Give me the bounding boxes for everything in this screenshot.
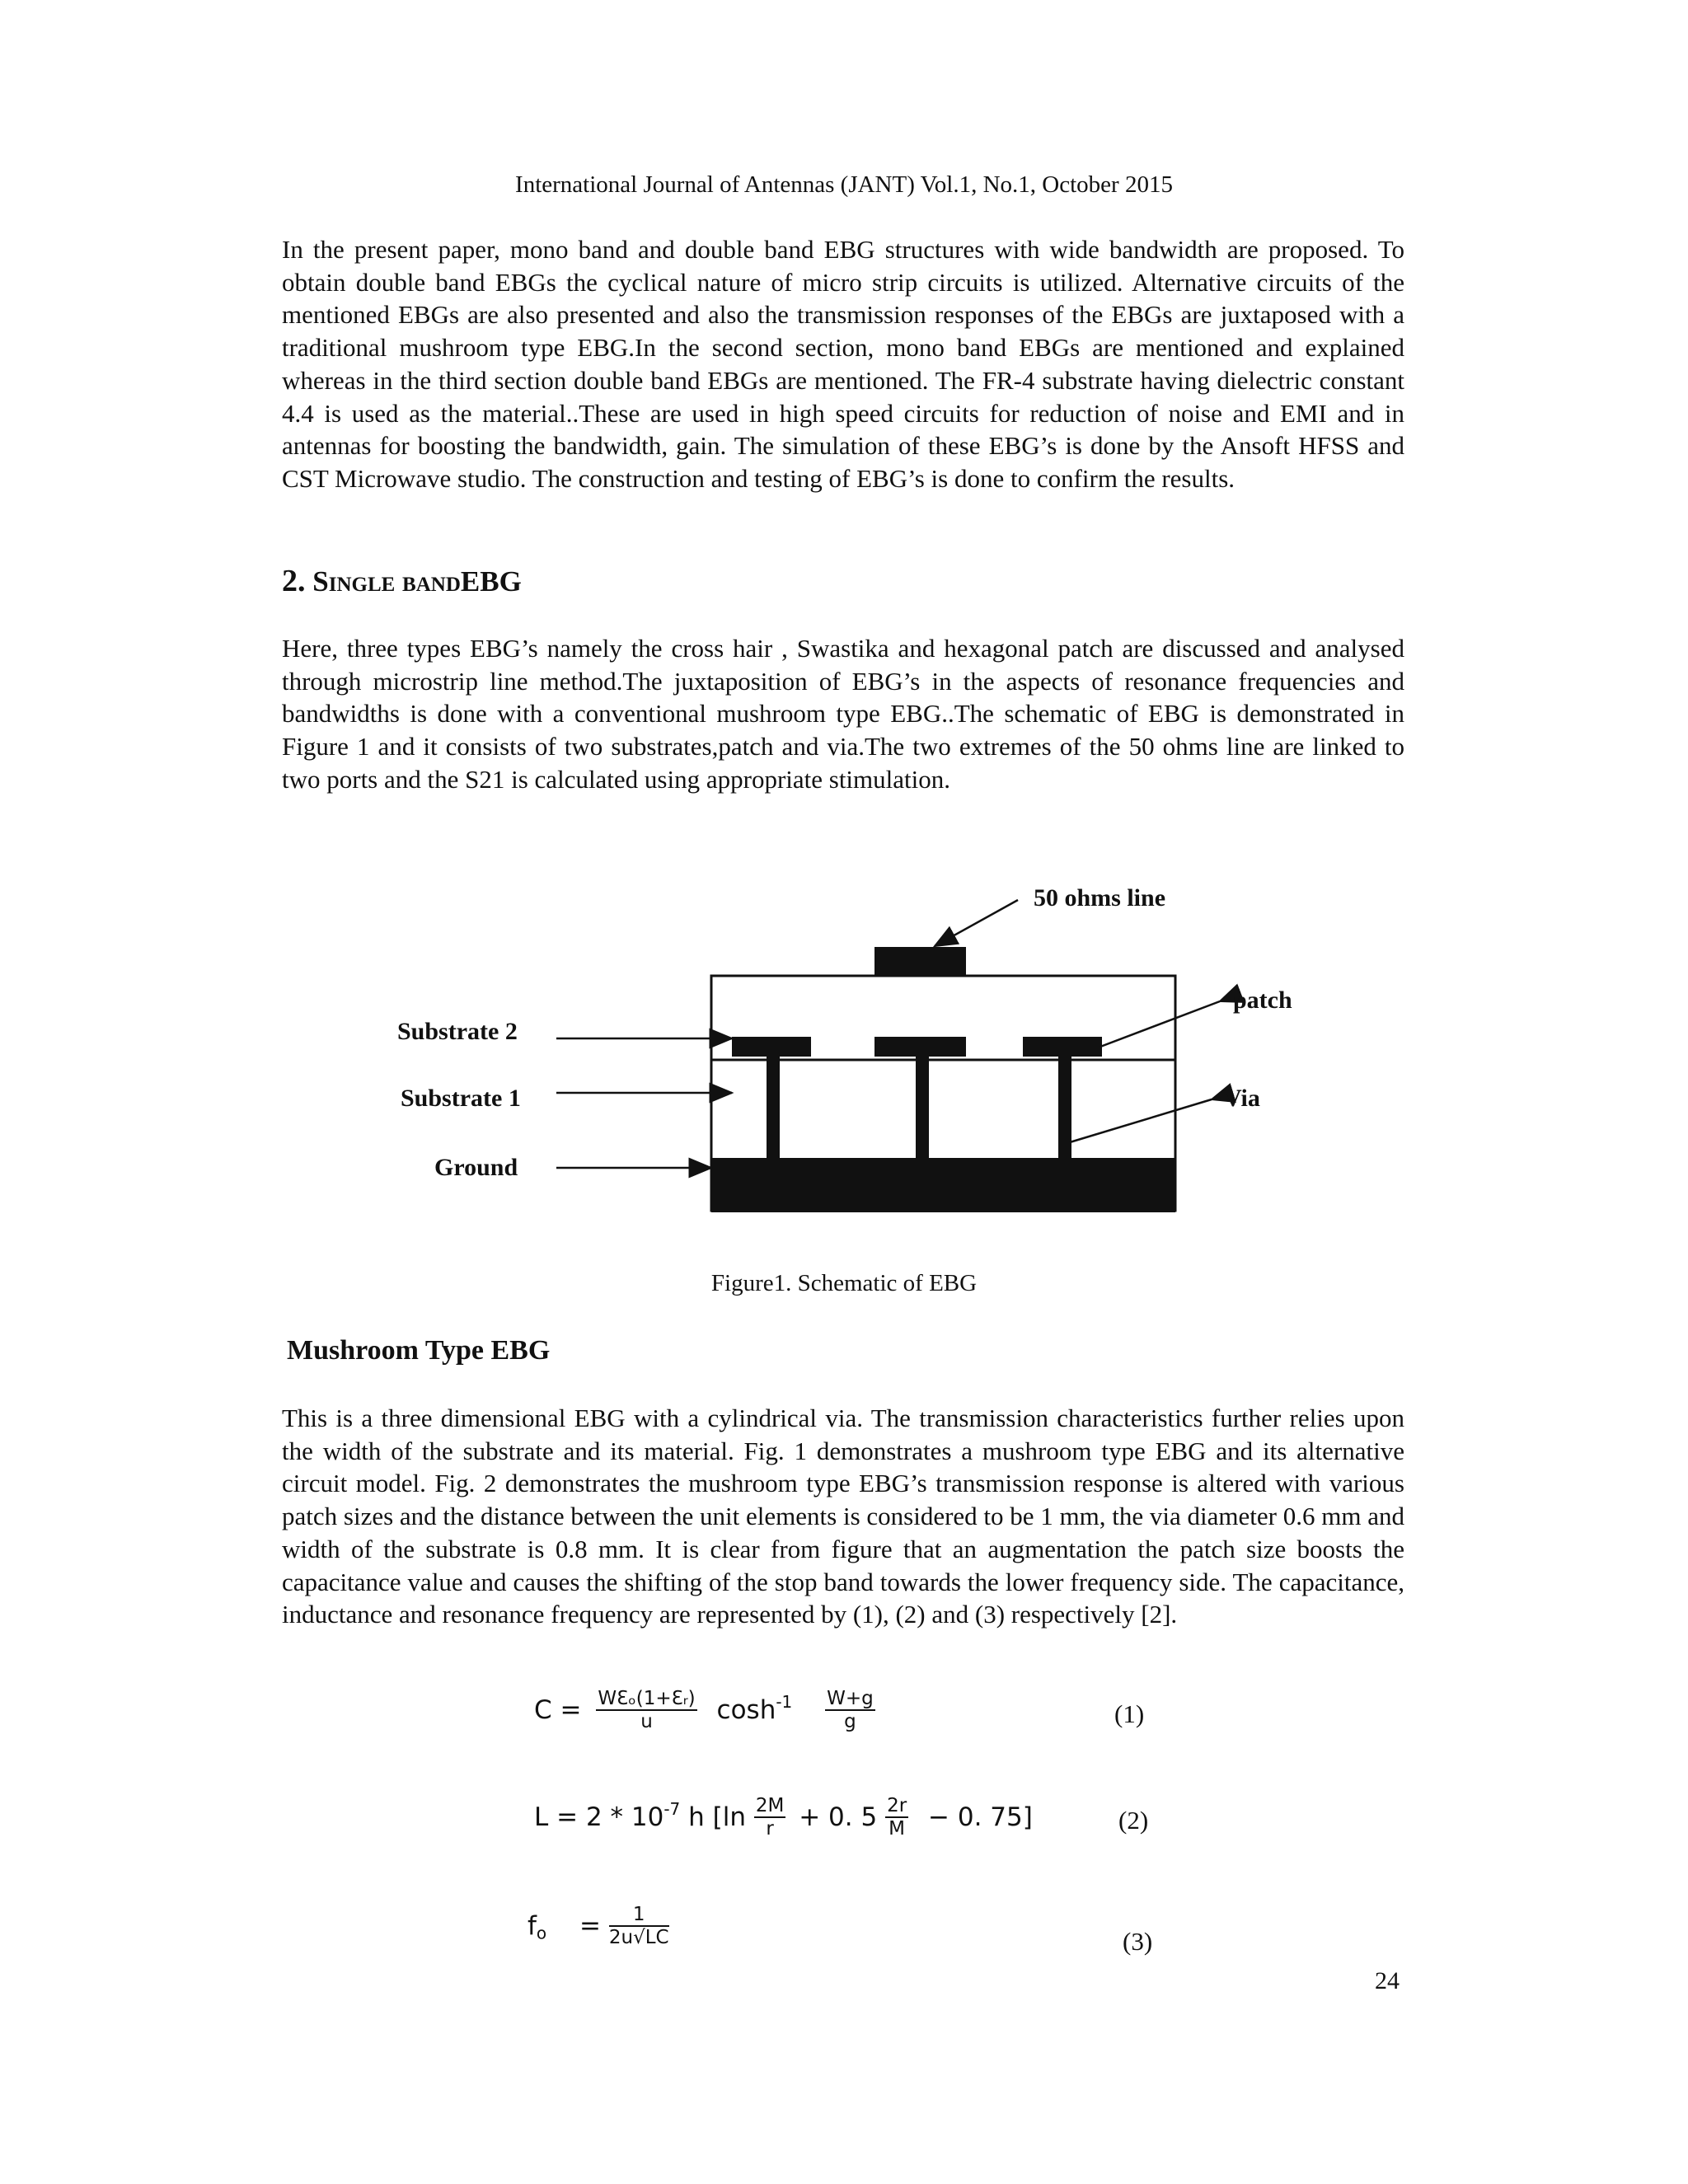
- eq1-arg: [825, 1688, 875, 1732]
- eq3-sub: o: [536, 1923, 547, 1943]
- equation-1-number: (1): [1114, 1699, 1145, 1728]
- equation-3-number: (3): [1123, 1927, 1153, 1956]
- patch-1: [732, 1037, 811, 1057]
- section-2-heading: [282, 563, 522, 599]
- eq2-tail: − 0. 75]: [928, 1802, 1033, 1832]
- eq2-fraction-1: [754, 1795, 785, 1840]
- eq3-denominator: 2u√LC: [608, 1927, 669, 1948]
- mushroom-paragraph: This is a three dimensional EBG with a cylindrical via. The transmission characteristics further relies upon the width of the substrate and its material. Fig. 1 demonstrates a mushroom type EBG and its alternative circuit model. Fig. 2 demonstrates the mushroom type EBG’s transmission response is altered with various patch sizes and the distance between the unit elements is considered to be 1 mm, the via diameter 0.6 mm and width of the substrate is 0.8 mm. It is clear from figure that an augmentation the patch size boosts the capacitance value and causes the shifting of the stop band towards the lower frequency side. The capacitance, inductance and resonance frequency are represented by (1), (2) and (3) respectively [2].: [282, 1404, 1404, 1629]
- eq2-mid: h [ln: [688, 1802, 747, 1832]
- equation-2: [534, 1795, 1033, 1840]
- patch-2: [874, 1037, 966, 1057]
- via-3: [1058, 1057, 1071, 1159]
- eq3-numerator: 1: [609, 1904, 669, 1927]
- section-title: Single bandEBG: [312, 565, 522, 598]
- eq2-f2-numerator: 2r: [887, 1795, 907, 1816]
- figure-1-ebg-schematic: [387, 878, 1343, 1249]
- line-arrow: [935, 900, 1018, 946]
- section-2-paragraph: Here, three types EBG’s namely the cross hair , Swastika and hexagonal patch are discussed and analysed through microstrip line method.The juxtaposition of EBG’s in the aspects of resonance frequencies and bandwidths is done with a conventional mushroom type EBG..The schematic of EBG is demonstrated in Figure 1 and it consists of two substrates,patch and via.The two extremes of the 50 ohms line are linked to two ports and the S21 is calculated using appropriate stimulation.: [282, 634, 1404, 794]
- equation-1: [534, 1688, 875, 1732]
- label-ground: Ground: [434, 1154, 518, 1181]
- eq1-func-sup: -1: [776, 1692, 793, 1713]
- eq1-fraction: [596, 1688, 696, 1732]
- eq2-f2-denominator: M: [889, 1818, 906, 1840]
- label-via: Via: [1224, 1085, 1260, 1112]
- label-50-ohms-line: 50 ohms line: [1034, 884, 1166, 912]
- section-number: 2.: [282, 564, 306, 598]
- eq2-exp: -7: [663, 1799, 681, 1820]
- eq3-lhs: f: [528, 1911, 537, 1941]
- eq1-func: cosh: [716, 1695, 776, 1725]
- figure-1-caption: Figure1. Schematic of EBG: [710, 1270, 978, 1296]
- eq3-eq: =: [579, 1911, 602, 1941]
- label-patch: patch: [1233, 987, 1292, 1014]
- label-substrate-2: Substrate 2: [397, 1018, 518, 1045]
- equation-2-number: (2): [1118, 1806, 1149, 1835]
- eq2-fraction-2: [885, 1795, 908, 1840]
- eq2-f1-denominator: r: [766, 1818, 774, 1840]
- ground-plane: [711, 1158, 1175, 1212]
- eq1-numerator: WƐₒ(1+Ɛᵣ): [598, 1688, 696, 1709]
- eq2-lhs: L = 2 * 10: [534, 1802, 664, 1832]
- mushroom-heading: Mushroom Type EBG: [287, 1335, 551, 1366]
- equation-3: [528, 1904, 669, 1948]
- via-1: [767, 1057, 780, 1159]
- running-header: International Journal of Antennas (JANT) Vol.1, No.1, October 2015: [515, 171, 1173, 198]
- eq1-arg-denominator: g: [844, 1711, 856, 1732]
- intro-paragraph: In the present paper, mono band and double band EBG structures with wide bandwidth are proposed. To obtain double band EBGs the cyclical nature of micro strip circuits is utilized. Alternative circuits of the mentioned EBGs are also presented and also the transmission responses of the EBGs are juxtaposed with a traditional mushroom type EBG.In the second section, mono band EBGs are mentioned and explained whereas in the third section double band EBGs are mentioned. The FR-4 substrate having dielectric constant 4.4 is used as the material..These are used in high speed circuits for reduction of noise and EMI and in antennas for boosting the bandwidth, gain. The simulation of these EBG’s is done by the Ansoft HFSS and CST Microwave studio. The construction and testing of EBG’s is done to confirm the results.: [282, 235, 1404, 493]
- eq2-f1-numerator: 2M: [755, 1795, 785, 1816]
- eq3-fraction: [609, 1904, 669, 1948]
- eq1-denominator: u: [640, 1711, 653, 1732]
- eq1-arg-numerator: W+g: [827, 1688, 874, 1709]
- eq2-plus: + 0. 5: [799, 1802, 878, 1832]
- patch-3: [1023, 1037, 1102, 1057]
- via-2: [916, 1057, 929, 1159]
- microstrip-line: [874, 947, 966, 977]
- eq1-lhs: C =: [534, 1695, 582, 1725]
- label-substrate-1: Substrate 1: [401, 1085, 521, 1112]
- page-number: 24: [1375, 1967, 1400, 1994]
